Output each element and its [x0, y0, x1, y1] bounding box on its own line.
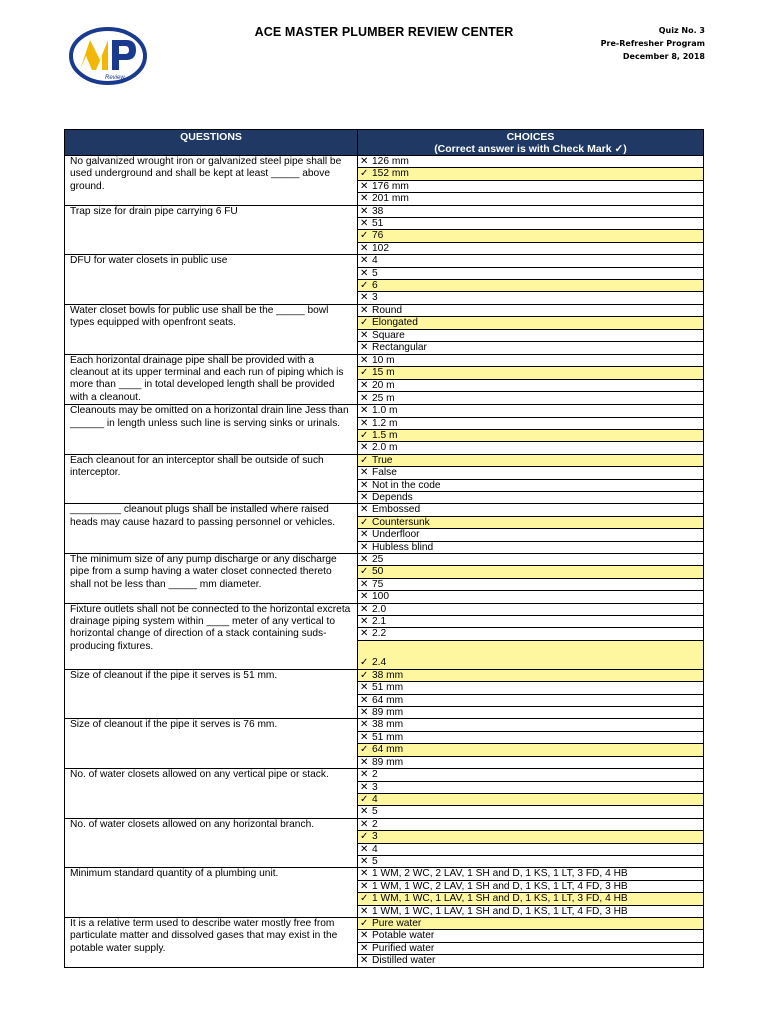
choice-option	[358, 467, 704, 479]
choice-text: 51 mm	[372, 731, 404, 743]
choice-option	[358, 255, 704, 267]
choice-option	[358, 868, 704, 880]
choice-correct	[358, 230, 704, 242]
choice-text: 89 mm	[372, 707, 404, 719]
choice-option	[358, 603, 704, 615]
choice-text: 100	[372, 591, 389, 603]
title-text: ACE MASTER PLUMBER REVIEW CENTER	[254, 25, 514, 39]
x-mark-icon: ✕	[360, 905, 369, 917]
check-mark-icon: ✓	[360, 280, 369, 292]
question-text: Trap size for drain pipe carrying 6 FU	[65, 205, 358, 255]
choice-option	[358, 292, 704, 304]
choice-text: 1.0 m	[372, 405, 398, 417]
choice-option	[358, 242, 704, 254]
choice-text: Elongated	[372, 317, 418, 329]
choice-text: 1.2 m	[372, 417, 398, 429]
check-mark-icon: ✓	[360, 831, 369, 843]
choice-text: 4	[372, 843, 378, 855]
choice-option	[358, 504, 704, 516]
choice-correct	[358, 917, 704, 929]
choices-header-note: (Correct answer is with Check Mark ✓)	[434, 143, 627, 155]
choice-correct	[358, 744, 704, 756]
choice-option	[358, 405, 704, 417]
question-text: No. of water closets allowed on any horizontal branch.	[65, 818, 358, 868]
x-mark-icon: ✕	[360, 267, 369, 279]
choice-option	[358, 731, 704, 743]
program-name: Pre-Refresher Program	[600, 39, 705, 48]
question-text: DFU for water closets in public use	[65, 255, 358, 305]
choice-text: 2	[372, 818, 378, 830]
question-text: The minimum size of any pump discharge or any discharge pipe from a sump having a water closet connected thereto shall not be less than _____ mm diameter.	[65, 554, 358, 604]
choice-correct	[358, 454, 704, 466]
choice-text: Potable water	[372, 930, 435, 942]
choices-header	[358, 130, 704, 156]
choice-text: 1 WM, 1 WC, 2 LAV, 1 SH and D, 1 KS, 1 LT, 4 FD, 3 HB	[372, 880, 628, 892]
choice-correct	[358, 317, 704, 329]
choice-text: 4	[372, 255, 378, 267]
check-mark-icon: ✓	[360, 744, 369, 756]
question-text: Size of cleanout if the pipe it serves is 76 mm.	[65, 719, 358, 769]
x-mark-icon: ✕	[360, 541, 369, 553]
choice-option	[358, 180, 704, 192]
choice-option	[358, 218, 704, 230]
table-header-row	[65, 130, 704, 156]
x-mark-icon: ✕	[360, 354, 369, 366]
choice-text: 51 mm	[372, 682, 404, 694]
check-mark-icon: ✓	[360, 367, 369, 379]
x-mark-icon: ✕	[360, 442, 369, 454]
check-mark-icon: ✓	[360, 454, 369, 466]
choice-option	[358, 855, 704, 867]
x-mark-icon: ✕	[360, 731, 369, 743]
choice-correct	[358, 566, 704, 578]
choice-option	[358, 682, 704, 694]
x-mark-icon: ✕	[360, 529, 369, 541]
question-text: Fixture outlets shall not be connected to the horizontal excreta drainage piping system within ____ meter of any vertical to horizontal change of direction of a stack containing suds-producing fixtures.	[65, 603, 358, 669]
choice-option	[358, 379, 704, 392]
table-row	[65, 917, 704, 929]
x-mark-icon: ✕	[360, 554, 369, 565]
choice-text: Square	[372, 329, 405, 341]
check-mark-icon: ✓	[360, 917, 369, 929]
table-row	[65, 554, 704, 566]
choice-option	[358, 707, 704, 719]
choice-text: 3	[372, 292, 378, 304]
choice-text: 2.0	[372, 603, 387, 615]
table-row	[65, 669, 704, 681]
choice-text: 6	[372, 280, 378, 292]
choice-text: Hubless blind	[372, 541, 434, 553]
x-mark-icon: ✕	[360, 193, 369, 205]
choice-text: True	[372, 454, 393, 466]
choice-option	[358, 578, 704, 590]
choice-option	[358, 529, 704, 541]
x-mark-icon: ✕	[360, 417, 369, 429]
choice-text: 5	[372, 267, 378, 279]
choice-text: Underfloor	[372, 529, 420, 541]
choice-text: 102	[372, 242, 389, 254]
x-mark-icon: ✕	[360, 806, 369, 818]
question-text: Each horizontal drainage pipe shall be provided with a cleanout at its upper terminal and each run of piping which is more than ____ in total developed length shall be provided with a cleanout.	[65, 354, 358, 405]
x-mark-icon: ✕	[360, 818, 369, 830]
choice-text: 64 mm	[372, 694, 404, 706]
choice-text: 38 mm	[372, 669, 404, 681]
choice-text: 2.1	[372, 616, 387, 628]
questions-header-label: QUESTIONS	[180, 131, 242, 143]
check-mark-icon: ✓	[360, 230, 369, 242]
table-row	[65, 504, 704, 516]
choice-option	[358, 880, 704, 892]
choice-text: 4	[372, 793, 378, 805]
x-mark-icon: ✕	[360, 707, 369, 719]
question-text: Cleanouts may be omitted on a horizontal drain line Jess than ______ in length unless such line is serving sinks or urinals.	[65, 405, 358, 455]
choice-option	[358, 806, 704, 818]
x-mark-icon: ✕	[360, 616, 369, 628]
x-mark-icon: ✕	[360, 255, 369, 267]
choice-text: 2.0 m	[372, 442, 398, 454]
choice-text: 38 mm	[372, 719, 404, 731]
choice-text: 25 m	[372, 392, 395, 404]
choice-correct	[358, 429, 704, 441]
x-mark-icon: ✕	[360, 392, 369, 404]
choice-option	[358, 267, 704, 279]
choice-option	[358, 479, 704, 491]
table-row	[65, 603, 704, 615]
choice-text: 51	[372, 218, 384, 230]
x-mark-icon: ✕	[360, 855, 369, 867]
question-text: Water closet bowls for public use shall be the _____ bowl types equipped with openfront seats.	[65, 304, 358, 354]
choice-text: 1 WM, 2 WC, 2 LAV, 1 SH and D, 1 KS, 1 LT, 3 FD, 4 HB	[372, 868, 628, 880]
choice-option	[358, 392, 704, 405]
choice-text: 10 m	[372, 354, 395, 366]
x-mark-icon: ✕	[360, 880, 369, 892]
choice-option	[358, 942, 704, 954]
x-mark-icon: ✕	[360, 578, 369, 590]
choice-text: 75	[372, 578, 384, 590]
x-mark-icon: ✕	[360, 682, 369, 694]
choice-text: Depends	[372, 491, 413, 503]
x-mark-icon: ✕	[360, 955, 369, 967]
x-mark-icon: ✕	[360, 479, 369, 491]
choice-text: Not in the code	[372, 479, 441, 491]
x-mark-icon: ✕	[360, 242, 369, 254]
choice-text: 152 mm	[372, 168, 409, 180]
x-mark-icon: ✕	[360, 843, 369, 855]
table-row	[65, 255, 704, 267]
quiz-date: December 8, 2018	[622, 52, 705, 61]
choice-option	[358, 818, 704, 830]
x-mark-icon: ✕	[360, 769, 369, 781]
x-mark-icon: ✕	[360, 491, 369, 503]
choice-text: 2	[372, 769, 378, 781]
table-row	[65, 769, 704, 781]
choice-text: False	[372, 467, 397, 479]
check-mark-icon: ✓	[360, 168, 369, 180]
choice-correct	[358, 893, 704, 905]
x-mark-icon: ✕	[360, 379, 369, 391]
choice-correct	[358, 168, 704, 180]
choice-option	[358, 756, 704, 768]
choices-header-label: CHOICES	[506, 131, 555, 143]
x-mark-icon: ✕	[360, 329, 369, 341]
choice-text: 64 mm	[372, 744, 404, 756]
choice-text: 1 WM, 1 WC, 1 LAV, 1 SH and D, 1 KS, 1 LT, 3 FD, 4 HB	[372, 893, 628, 905]
question-text: _________ cleanout plugs shall be installed where raised heads may cause hazard to passing personnel or vehicles.	[65, 504, 358, 554]
choice-option	[358, 491, 704, 503]
x-mark-icon: ✕	[360, 342, 369, 354]
check-mark-icon: ✓	[360, 793, 369, 805]
choice-correct	[358, 280, 704, 292]
choice-text: 2.4	[372, 657, 387, 669]
choice-option	[358, 554, 704, 566]
choice-option	[358, 719, 704, 731]
question-text: Each cleanout for an interceptor shall be outside of such interceptor.	[65, 454, 358, 504]
table-row	[65, 454, 704, 466]
x-mark-icon: ✕	[360, 504, 369, 516]
table-row	[65, 405, 704, 417]
choice-option	[358, 304, 704, 316]
x-mark-icon: ✕	[360, 467, 369, 479]
question-text: No galvanized wrought iron or galvanized steel pipe shall be used underground and shall be kept at least _____ above ground.	[65, 156, 358, 206]
choice-text: 89 mm	[372, 756, 404, 768]
table-row	[65, 818, 704, 830]
table-row	[65, 868, 704, 880]
choice-option	[358, 930, 704, 942]
choice-text: 1.5 m	[372, 429, 398, 441]
choice-correct	[358, 831, 704, 843]
x-mark-icon: ✕	[360, 603, 369, 615]
choice-text: 3	[372, 781, 378, 793]
table-row	[65, 156, 704, 168]
choice-text: 5	[372, 855, 378, 867]
x-mark-icon: ✕	[360, 756, 369, 768]
check-mark-icon: ✓	[360, 429, 369, 441]
x-mark-icon: ✕	[360, 218, 369, 230]
table-row	[65, 304, 704, 316]
x-mark-icon: ✕	[360, 781, 369, 793]
choice-option	[358, 541, 704, 553]
check-mark-icon: ✓	[360, 893, 369, 905]
choice-option	[358, 616, 704, 628]
choice-text: Countersunk	[372, 516, 430, 528]
choice-option	[358, 694, 704, 706]
choice-option	[358, 329, 704, 341]
choice-text: 201 mm	[372, 193, 409, 205]
x-mark-icon: ✕	[360, 180, 369, 192]
choice-text: 38	[372, 205, 384, 217]
choice-option	[358, 442, 704, 454]
table-row	[65, 354, 704, 367]
quiz-number: Quiz No. 3	[658, 26, 705, 35]
x-mark-icon: ✕	[360, 156, 369, 167]
choice-text: 126 mm	[372, 156, 409, 167]
choice-text: 50	[372, 566, 384, 578]
x-mark-icon: ✕	[360, 719, 369, 731]
choice-option	[358, 342, 704, 354]
x-mark-icon: ✕	[360, 205, 369, 217]
questions-header	[65, 130, 358, 156]
choice-text: 176 mm	[372, 180, 409, 192]
choice-option	[358, 417, 704, 429]
x-mark-icon: ✕	[360, 304, 369, 316]
x-mark-icon: ✕	[360, 591, 369, 603]
table-row	[65, 719, 704, 731]
choice-option	[358, 781, 704, 793]
choice-correct	[358, 367, 704, 380]
choice-text: 20 m	[372, 379, 395, 391]
choice-option	[358, 843, 704, 855]
x-mark-icon: ✕	[360, 868, 369, 880]
choice-text: 15 m	[372, 367, 395, 379]
check-mark-icon: ✓	[360, 317, 369, 329]
check-mark-icon: ✓	[360, 516, 369, 528]
choice-text: 1 WM, 1 WC, 1 LAV, 1 SH and D, 1 KS, 1 LT, 4 FD, 3 HB	[372, 905, 628, 917]
x-mark-icon: ✕	[360, 628, 369, 640]
question-text: Size of cleanout if the pipe it serves is 51 mm.	[65, 669, 358, 719]
choice-text: 25	[372, 554, 384, 565]
choice-option	[358, 905, 704, 917]
choice-text: Round	[372, 304, 403, 316]
choice-text: 76	[372, 230, 384, 242]
choice-text: Distilled water	[372, 955, 436, 967]
x-mark-icon: ✕	[360, 694, 369, 706]
choice-text: Purified water	[372, 942, 435, 954]
choice-text: 5	[372, 806, 378, 818]
choice-text: 2.2	[372, 628, 387, 640]
choice-correct	[358, 793, 704, 805]
logo-subtext: Review	[105, 75, 125, 81]
choice-option	[358, 205, 704, 217]
quiz-body	[65, 156, 704, 968]
question-text: Minimum standard quantity of a plumbing unit.	[65, 868, 358, 918]
x-mark-icon: ✕	[360, 405, 369, 417]
question-text: It is a relative term used to describe water mostly free from particulate matter and dissolved gases that may exist in the potable water supply.	[65, 917, 358, 967]
choice-correct	[358, 640, 704, 669]
choice-text: 3	[372, 831, 378, 843]
choice-option	[358, 193, 704, 205]
choice-option	[358, 354, 704, 367]
choice-correct	[358, 669, 704, 681]
x-mark-icon: ✕	[360, 942, 369, 954]
choice-text: Embossed	[372, 504, 421, 516]
question-text: No. of water closets allowed on any vertical pipe or stack.	[65, 769, 358, 819]
check-mark-icon: ✓	[360, 566, 369, 578]
quiz-table	[64, 129, 704, 968]
quiz-meta	[601, 24, 705, 63]
choice-option	[358, 955, 704, 967]
x-mark-icon: ✕	[360, 930, 369, 942]
table-row	[65, 205, 704, 217]
choice-text: Rectangular	[372, 342, 427, 354]
choice-option	[358, 591, 704, 603]
choice-option	[358, 628, 704, 640]
x-mark-icon: ✕	[360, 292, 369, 304]
choice-option	[358, 769, 704, 781]
check-mark-icon: ✓	[360, 657, 369, 669]
choice-text: Pure water	[372, 917, 422, 929]
choice-correct	[358, 516, 704, 528]
check-mark-icon: ✓	[360, 669, 369, 681]
choice-option	[358, 156, 704, 168]
